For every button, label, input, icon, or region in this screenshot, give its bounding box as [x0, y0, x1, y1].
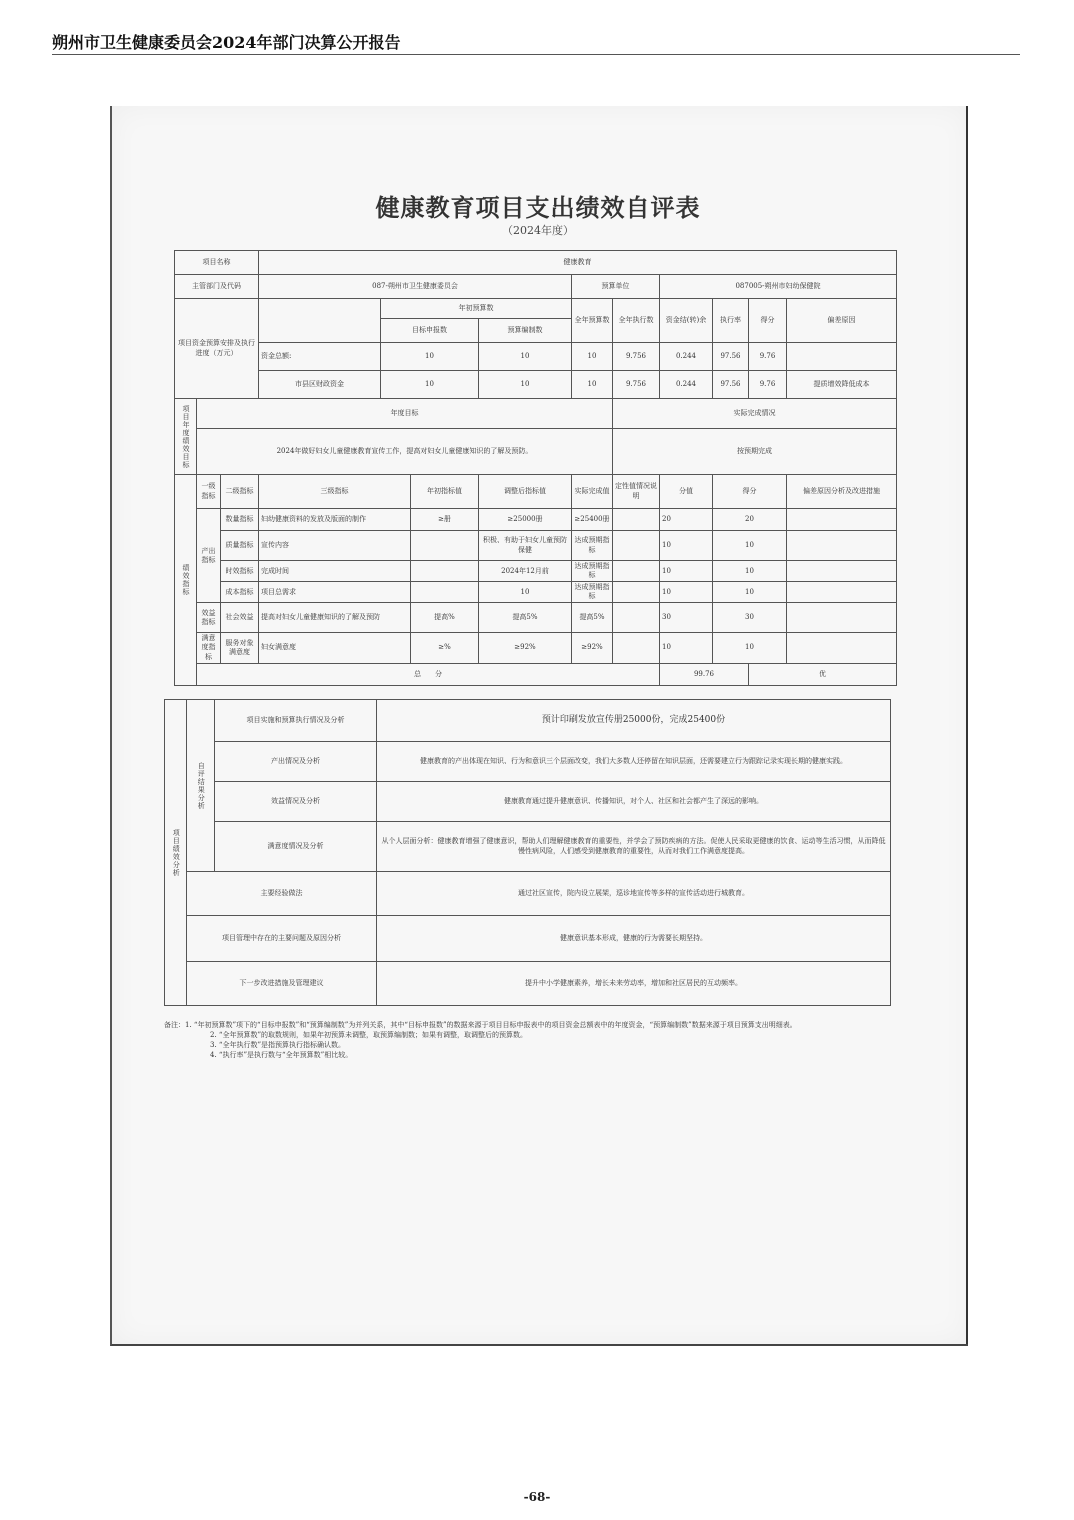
- label-annual-goal: 年度目标: [197, 399, 613, 429]
- label-budget-unit: 预算单位: [572, 275, 660, 299]
- indicator-adjusted: 2024年12月前: [479, 561, 572, 582]
- analysis-label: 项目实施和预算执行情况及分析: [215, 700, 377, 742]
- fund-city-exec: 9.756: [613, 371, 660, 399]
- indicator-lvl3: 提高对妇女儿童健康知识的了解及预防: [259, 603, 411, 633]
- indicator-note: [613, 561, 660, 582]
- row-indicator-header: [175, 475, 897, 509]
- fund-blank: [259, 299, 381, 343]
- total-score: 99.76: [660, 663, 749, 685]
- goal-actual: 按预期完成: [613, 429, 897, 475]
- analysis-row: [165, 962, 891, 1006]
- fund-total-balance: 0.244: [660, 343, 713, 371]
- analysis-text: 提升中小学健康素养，增长未来劳动率，增加和社区居民的互动频率。: [377, 962, 891, 1006]
- fund-total-full-budget: 10: [572, 343, 613, 371]
- analysis-label: 下一步改进措施及管理建议: [187, 962, 377, 1006]
- indicator-actual: ≥92%: [572, 633, 613, 663]
- indicator-actual: 达成预期指标: [572, 582, 613, 603]
- indicator-lvl3: 项目总需求: [259, 582, 411, 603]
- indicator-row: [175, 582, 897, 603]
- indicator-lvl3: 宣传内容: [259, 531, 411, 561]
- document-year: （2024年度）: [502, 224, 574, 237]
- label-exec-rate: 执行率: [713, 299, 749, 343]
- label-fund: 项目资金预算安排及执行进度（万元）: [175, 299, 259, 399]
- goal-text: 2024年做好妇女儿童健康教育宣传工作，提高对妇女儿童健康知识的了解及预防。: [197, 429, 613, 475]
- fund-city-reason: 提质增效降低成本: [787, 371, 897, 399]
- indicator-row: [175, 509, 897, 531]
- fund-total-rate: 97.56: [713, 343, 749, 371]
- label-dept: 主管部门及代码: [175, 275, 259, 299]
- indicator-score: 10: [713, 561, 787, 582]
- label-lvl3: 三级指标: [259, 475, 411, 509]
- indicator-row: [175, 633, 897, 663]
- label-adjusted-target: 调整后指标值: [479, 475, 572, 509]
- fund-total-reason: [787, 343, 897, 371]
- label-project-name: 项目名称: [175, 251, 259, 275]
- label-qual-note: 定性值情况说明: [613, 475, 660, 509]
- indicator-weight: 20: [660, 509, 713, 531]
- label-lvl2: 二级指标: [221, 475, 259, 509]
- label-self-eval-side: 自评结果分析: [187, 700, 215, 872]
- label-init-target: 年初指标值: [411, 475, 479, 509]
- analysis-label: 满意度情况及分析: [215, 822, 377, 872]
- indicator-dev: [787, 509, 897, 531]
- indicator-adjusted: 积极、有助于妇女儿童预防保健: [479, 531, 572, 561]
- indicator-lvl3: 完成时间: [259, 561, 411, 582]
- fund-city-full-budget: 10: [572, 371, 613, 399]
- indicator-row: [175, 561, 897, 582]
- label-total: 总 分: [197, 663, 660, 685]
- fund-city-score: 9.76: [749, 371, 787, 399]
- note-item: 3. “全年执行数”是指预算执行指标确认数。: [210, 1041, 346, 1050]
- row-fund-header-1: [175, 299, 897, 319]
- indicator-actual: 提高5%: [572, 603, 613, 633]
- label-lvl1: 一级指标: [197, 475, 221, 509]
- analysis-label: 项目管理中存在的主要问题及原因分析: [187, 916, 377, 962]
- row-dept: [175, 275, 897, 299]
- indicator-weight: 10: [660, 531, 713, 561]
- indicator-lvl3: 妇女满意度: [259, 633, 411, 663]
- indicator-note: [613, 509, 660, 531]
- analysis-text: 通过社区宣传，院内设立展架，巡诊地宣传等多样的宣传活动进行城教育。: [377, 872, 891, 916]
- indicator-dev: [787, 582, 897, 603]
- label-full-year-exec: 全年执行数: [613, 299, 660, 343]
- label-perf-index-side: 绩效指标: [175, 475, 197, 686]
- analysis-table: [164, 699, 891, 1006]
- indicator-actual: 达成预期指标: [572, 561, 613, 582]
- indicator-adjusted: 提高5%: [479, 603, 572, 633]
- label-got-score: 得分: [713, 475, 787, 509]
- performance-table: [174, 250, 897, 686]
- table-notes: [164, 1020, 890, 1061]
- analysis-label: 效益情况及分析: [215, 782, 377, 822]
- analysis-text: 预计印刷发放宣传册25000份，完成25400份: [377, 700, 891, 742]
- indicator-init: ≥册: [411, 509, 479, 531]
- analysis-text: 从个人层面分析：健康教育增强了健康意识，帮助人们理解健康教育的重要性，并学会了预防疾病的方法。促使人民采取更健康的饮食、运动等生活习惯，从而降低慢性病风险，人们感受到健康教育的重要性，从而对我们工作满意度提高。: [377, 822, 891, 872]
- indicator-score: 10: [713, 582, 787, 603]
- indicator-weight: 10: [660, 582, 713, 603]
- row-fund-total: [175, 343, 897, 371]
- label-score: 得分: [749, 299, 787, 343]
- label-target-declare: 目标申报数: [381, 319, 479, 343]
- label-full-year-budget: 全年预算数: [572, 299, 613, 343]
- indicator-init: [411, 531, 479, 561]
- indicator-lvl2: 数量指标: [221, 509, 259, 531]
- indicator-actual: 达成预期指标: [572, 531, 613, 561]
- indicator-note: [613, 633, 660, 663]
- indicator-dev: [787, 531, 897, 561]
- label-annual-budget: 年初预算数: [381, 299, 572, 319]
- indicator-weight: 10: [660, 561, 713, 582]
- analysis-text: 健康意识基本形成，健康的行为需要长期坚持。: [377, 916, 891, 962]
- indicator-init: [411, 561, 479, 582]
- label-output: 产出指标: [197, 509, 221, 603]
- label-satisfaction: 满意度指标: [197, 633, 221, 663]
- label-weight: 分值: [660, 475, 713, 509]
- indicator-score: 10: [713, 633, 787, 663]
- analysis-row: [165, 872, 891, 916]
- indicator-note: [613, 582, 660, 603]
- indicator-lvl3: 妇幼健康资料的发放及版面的制作: [259, 509, 411, 531]
- label-budget-compile: 预算编制数: [479, 319, 572, 343]
- fund-city-balance: 0.244: [660, 371, 713, 399]
- row-fund-city: [175, 371, 897, 399]
- page-number: -68-: [523, 1490, 551, 1504]
- document-title: 健康教育项目支出绩效自评表: [375, 194, 701, 222]
- row-total: [175, 663, 897, 685]
- indicator-score: 10: [713, 531, 787, 561]
- value-budget-unit: 087005-朔州市妇幼保健院: [660, 275, 897, 299]
- label-deviation-reason: 偏差原因: [787, 299, 897, 343]
- analysis-text: 健康教育的产出体现在知识、行为和意识三个层面改变，我们大多数人还停留在知识层面，还需要建立行为跟踪记录实现长期的健康实践。: [377, 742, 891, 782]
- indicator-note: [613, 531, 660, 561]
- value-project-name: 健康教育: [259, 251, 897, 275]
- label-deviation-analysis: 偏差原因分析及改进措施: [787, 475, 897, 509]
- indicator-lvl2: 社会效益: [221, 603, 259, 633]
- indicator-adjusted: 10: [479, 582, 572, 603]
- scan-edge: [966, 106, 968, 1344]
- analysis-row: [165, 782, 891, 822]
- indicator-lvl2: 时效指标: [221, 561, 259, 582]
- indicator-weight: 10: [660, 633, 713, 663]
- note-item: 4. “执行率”是执行数与“全年预算数”相比较。: [210, 1051, 353, 1060]
- indicator-init: [411, 582, 479, 603]
- indicator-score: 30: [713, 603, 787, 633]
- analysis-text: 健康教育通过提升健康意识、传播知识，对个人、社区和社会都产生了深远的影响。: [377, 782, 891, 822]
- total-grade: 优: [749, 663, 897, 685]
- fund-total-exec: 9.756: [613, 343, 660, 371]
- label-fund-total: 资金总额:: [259, 343, 381, 371]
- analysis-label: 产出情况及分析: [215, 742, 377, 782]
- label-analysis-side: 项目绩效分析: [165, 700, 187, 1006]
- indicator-actual: ≥25400册: [572, 509, 613, 531]
- label-actual-done: 实际完成情况: [613, 399, 897, 429]
- analysis-label: 主要经验做法: [187, 872, 377, 916]
- fund-total-compile: 10: [479, 343, 572, 371]
- analysis-row: [165, 822, 891, 872]
- indicator-dev: [787, 633, 897, 663]
- indicator-lvl2: 质量指标: [221, 531, 259, 561]
- value-dept: 087-朔州市卫生健康委员会: [259, 275, 572, 299]
- header-divider: [52, 54, 1020, 55]
- indicator-adjusted: ≥25000册: [479, 509, 572, 531]
- fund-total-declare: 10: [381, 343, 479, 371]
- indicator-note: [613, 603, 660, 633]
- report-header-title: 朔州市卫生健康委员会2024年部门决算公开报告: [52, 33, 401, 52]
- indicator-adjusted: ≥92%: [479, 633, 572, 663]
- fund-total-score: 9.76: [749, 343, 787, 371]
- row-goal-header: [175, 399, 897, 429]
- label-balance: 资金结(转)余: [660, 299, 713, 343]
- label-benefit: 效益指标: [197, 603, 221, 633]
- indicator-dev: [787, 561, 897, 582]
- analysis-row: [165, 916, 891, 962]
- indicator-dev: [787, 603, 897, 633]
- label-annual-goal-side: 项目年度绩效目标: [175, 399, 197, 475]
- indicator-row: [175, 531, 897, 561]
- indicator-score: 20: [713, 509, 787, 531]
- indicator-lvl2: 成本指标: [221, 582, 259, 603]
- indicator-row: [175, 603, 897, 633]
- row-goal-content: [175, 429, 897, 475]
- fund-city-compile: 10: [479, 371, 572, 399]
- analysis-row: [165, 700, 891, 742]
- fund-city-rate: 97.56: [713, 371, 749, 399]
- note-item: 备注：1. “年初预算数”项下的“目标申报数”和“预算编制数”为并列关系，其中“目标申报数”的数据来源于项目目标申报表中的项目资金总额表中的年度资金，“预算编制数”数据来源于项目预算支出明细表。: [164, 1021, 797, 1029]
- analysis-row: [165, 742, 891, 782]
- indicator-init: 提高%: [411, 603, 479, 633]
- label-actual-value: 实际完成值: [572, 475, 613, 509]
- indicator-init: ≥%: [411, 633, 479, 663]
- indicator-weight: 30: [660, 603, 713, 633]
- row-project-name: [175, 251, 897, 275]
- note-item: 2. “全年预算数”的取数规则，如果年初预算未调整，取预算编制数；如果有调整，取调整后的预算数。: [210, 1031, 528, 1040]
- indicator-lvl2: 服务对象满意度: [221, 633, 259, 663]
- fund-city-declare: 10: [381, 371, 479, 399]
- label-fund-city: 市县区财政资金: [259, 371, 381, 399]
